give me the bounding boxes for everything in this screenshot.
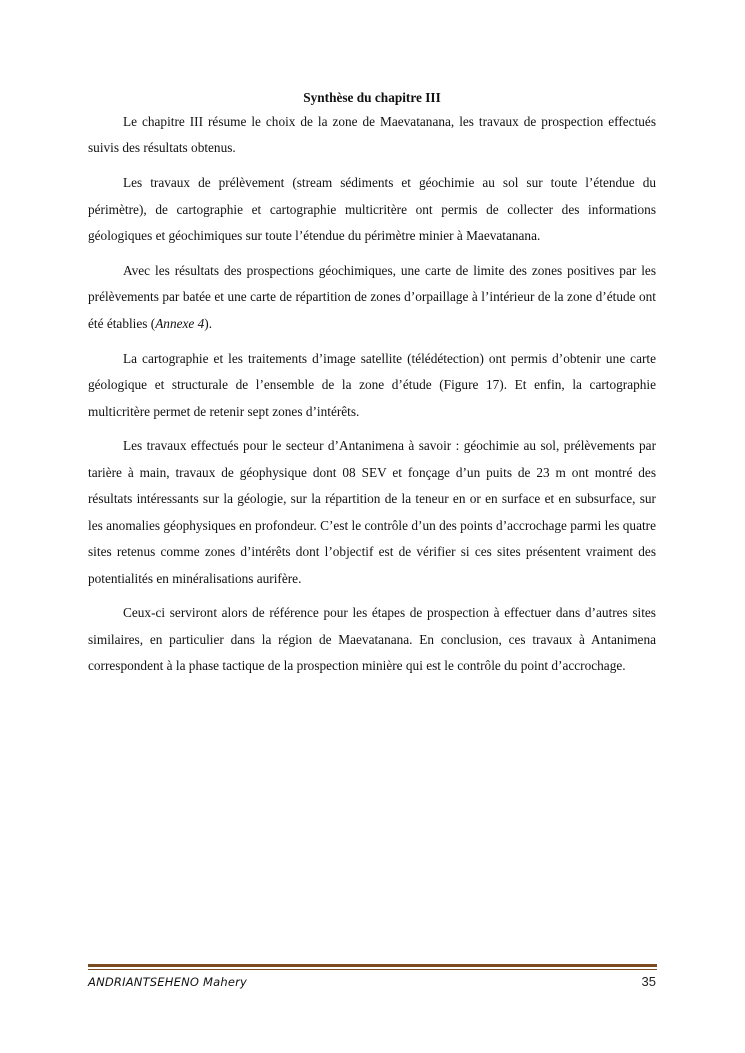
paragraph-5: Les travaux effectués pour le secteur d’Antanimena à savoir : géochimie au sol, prélèvements par tarière à main, travaux de géophysique dont 08 SEV et fonçage d’un puits de 23 m ont montré des résultats intéressants sur la géologie, sur la répartition de la teneur en or en surface et en subsurface, sur les anomalies géophysiques en profondeur. C’est le contrôle d’un des points d’accrochage parmi les quatre sites retenus comme zones d’intérêts dont l’objectif est de vérifier si ces sites présentent vraiment des potentialités en minéralisations aurifère. [88,438,656,586]
paragraph-3-text-before: Avec les résultats des prospections géochimiques, une carte de limite des zones positives par les prélèvements par batée et une carte de répartition de zones d’orpaillage à l’intérieur de la zone d’étude ont été établies ( [88,263,656,331]
paragraph-4: La cartographie et les traitements d’image satellite (télédétection) ont permis d’obtenir une carte géologique et structurale de l’ensemble de la zone d’étude (Figure 17). Et enfin, la cartographie multicritère permet de retenir sept zones d’intérêts. [88,350,656,419]
page-body [88,89,656,688]
footer-rule-thin [88,969,657,970]
annex-reference: Annexe 4 [155,315,205,331]
footer-author: ANDRIANTSEHENO Mahery [88,975,248,989]
paragraph-3 [88,258,656,337]
page-number: 35 [641,974,656,989]
section-title: Synthèse du chapitre III [303,90,441,105]
footer-rule [88,964,657,967]
paragraph-1: Le chapitre III résume le choix de la zone de Maevatanana, les travaux de prospection effectués suivis des résultats obtenus. [88,114,656,156]
paragraph-3-text-after: ). [204,315,213,331]
paragraph-6: Ceux-ci serviront alors de référence pour les étapes de prospection à effectuer dans d’autres sites similaires, en particulier dans la région de Maevatanana. En conclusion, ces travaux à Antanimena correspondent à la phase tactique de la prospection minière qui est le contrôle du point d’accrochage. [88,605,656,674]
paragraph-2: Les travaux de prélèvement (stream sédiments et géochimie au sol sur toute l’étendue du périmètre), de cartographie et cartographie multicritère ont permis de collecter des informations géologiques et géochimiques sur toute l’étendue du périmètre minier à Maevatanana. [88,175,656,244]
